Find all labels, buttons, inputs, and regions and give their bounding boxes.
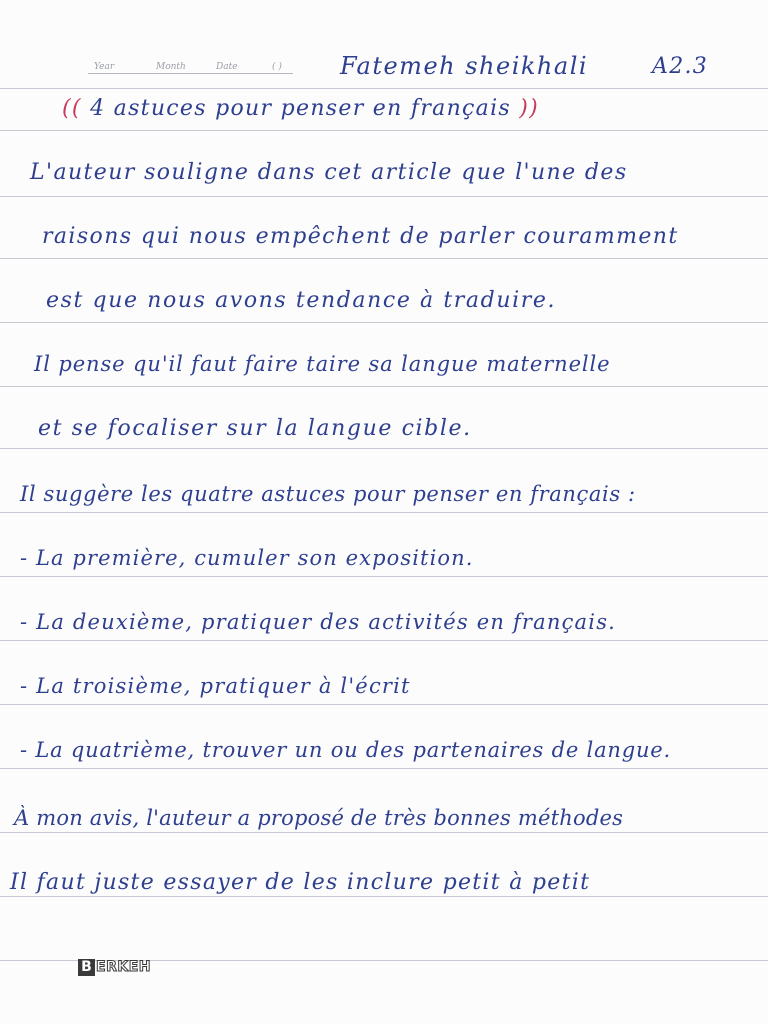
title-line <box>62 96 539 121</box>
text-line: est que nous avons tendance à traduire. <box>46 288 557 313</box>
title-open-quote: (( <box>62 96 82 121</box>
month-label: Month <box>156 62 186 72</box>
ruled-line <box>0 896 768 897</box>
ruled-line <box>0 196 768 197</box>
text-line: Il pense qu'il faut faire taire sa langue maternelle <box>34 352 611 376</box>
author-name: Fatemeh sheikhali <box>340 52 589 80</box>
date-label: Date <box>216 62 238 72</box>
ruled-line <box>0 88 768 89</box>
ruled-line <box>0 576 768 577</box>
title-close-quote: )) <box>519 96 540 121</box>
text-line: À mon avis, l'auteur a proposé de très bonnes méthodes <box>14 806 624 830</box>
logo-text: ERKEH <box>96 959 151 975</box>
ruled-line <box>0 832 768 833</box>
text-line: - La deuxième, pratiquer des activités en français. <box>20 610 617 634</box>
text-line: L'auteur souligne dans cet article que l'une des <box>30 160 628 185</box>
level-label: A2.3 <box>652 54 709 79</box>
ruled-line <box>0 386 768 387</box>
logo-initial: B <box>78 959 95 976</box>
ruled-line <box>0 322 768 323</box>
ruled-line <box>0 512 768 513</box>
ruled-line <box>0 768 768 769</box>
text-line: raisons qui nous empêchent de parler couramment <box>42 224 679 249</box>
text-line: - La quatrième, trouver un ou des partenaires de langue. <box>20 738 671 762</box>
year-label: Year <box>94 62 115 72</box>
text-line: Il suggère les quatre astuces pour penser en français : <box>20 482 636 506</box>
ruled-line <box>0 640 768 641</box>
berkeh-logo <box>78 958 151 976</box>
header-underline <box>88 73 293 74</box>
ruled-line <box>0 130 768 131</box>
text-line: - La troisième, pratiquer à l'écrit <box>20 674 411 698</box>
text-line: et se focaliser sur la langue cible. <box>38 416 472 441</box>
title-text: 4 astuces pour penser en français <box>90 96 511 121</box>
text-line: Il faut juste essayer de les inclure petit à petit <box>10 870 591 895</box>
ruled-line <box>0 448 768 449</box>
paren-label: ( ) <box>272 62 282 72</box>
ruled-line <box>0 258 768 259</box>
text-line: - La première, cumuler son exposition. <box>20 546 474 570</box>
ruled-line <box>0 704 768 705</box>
